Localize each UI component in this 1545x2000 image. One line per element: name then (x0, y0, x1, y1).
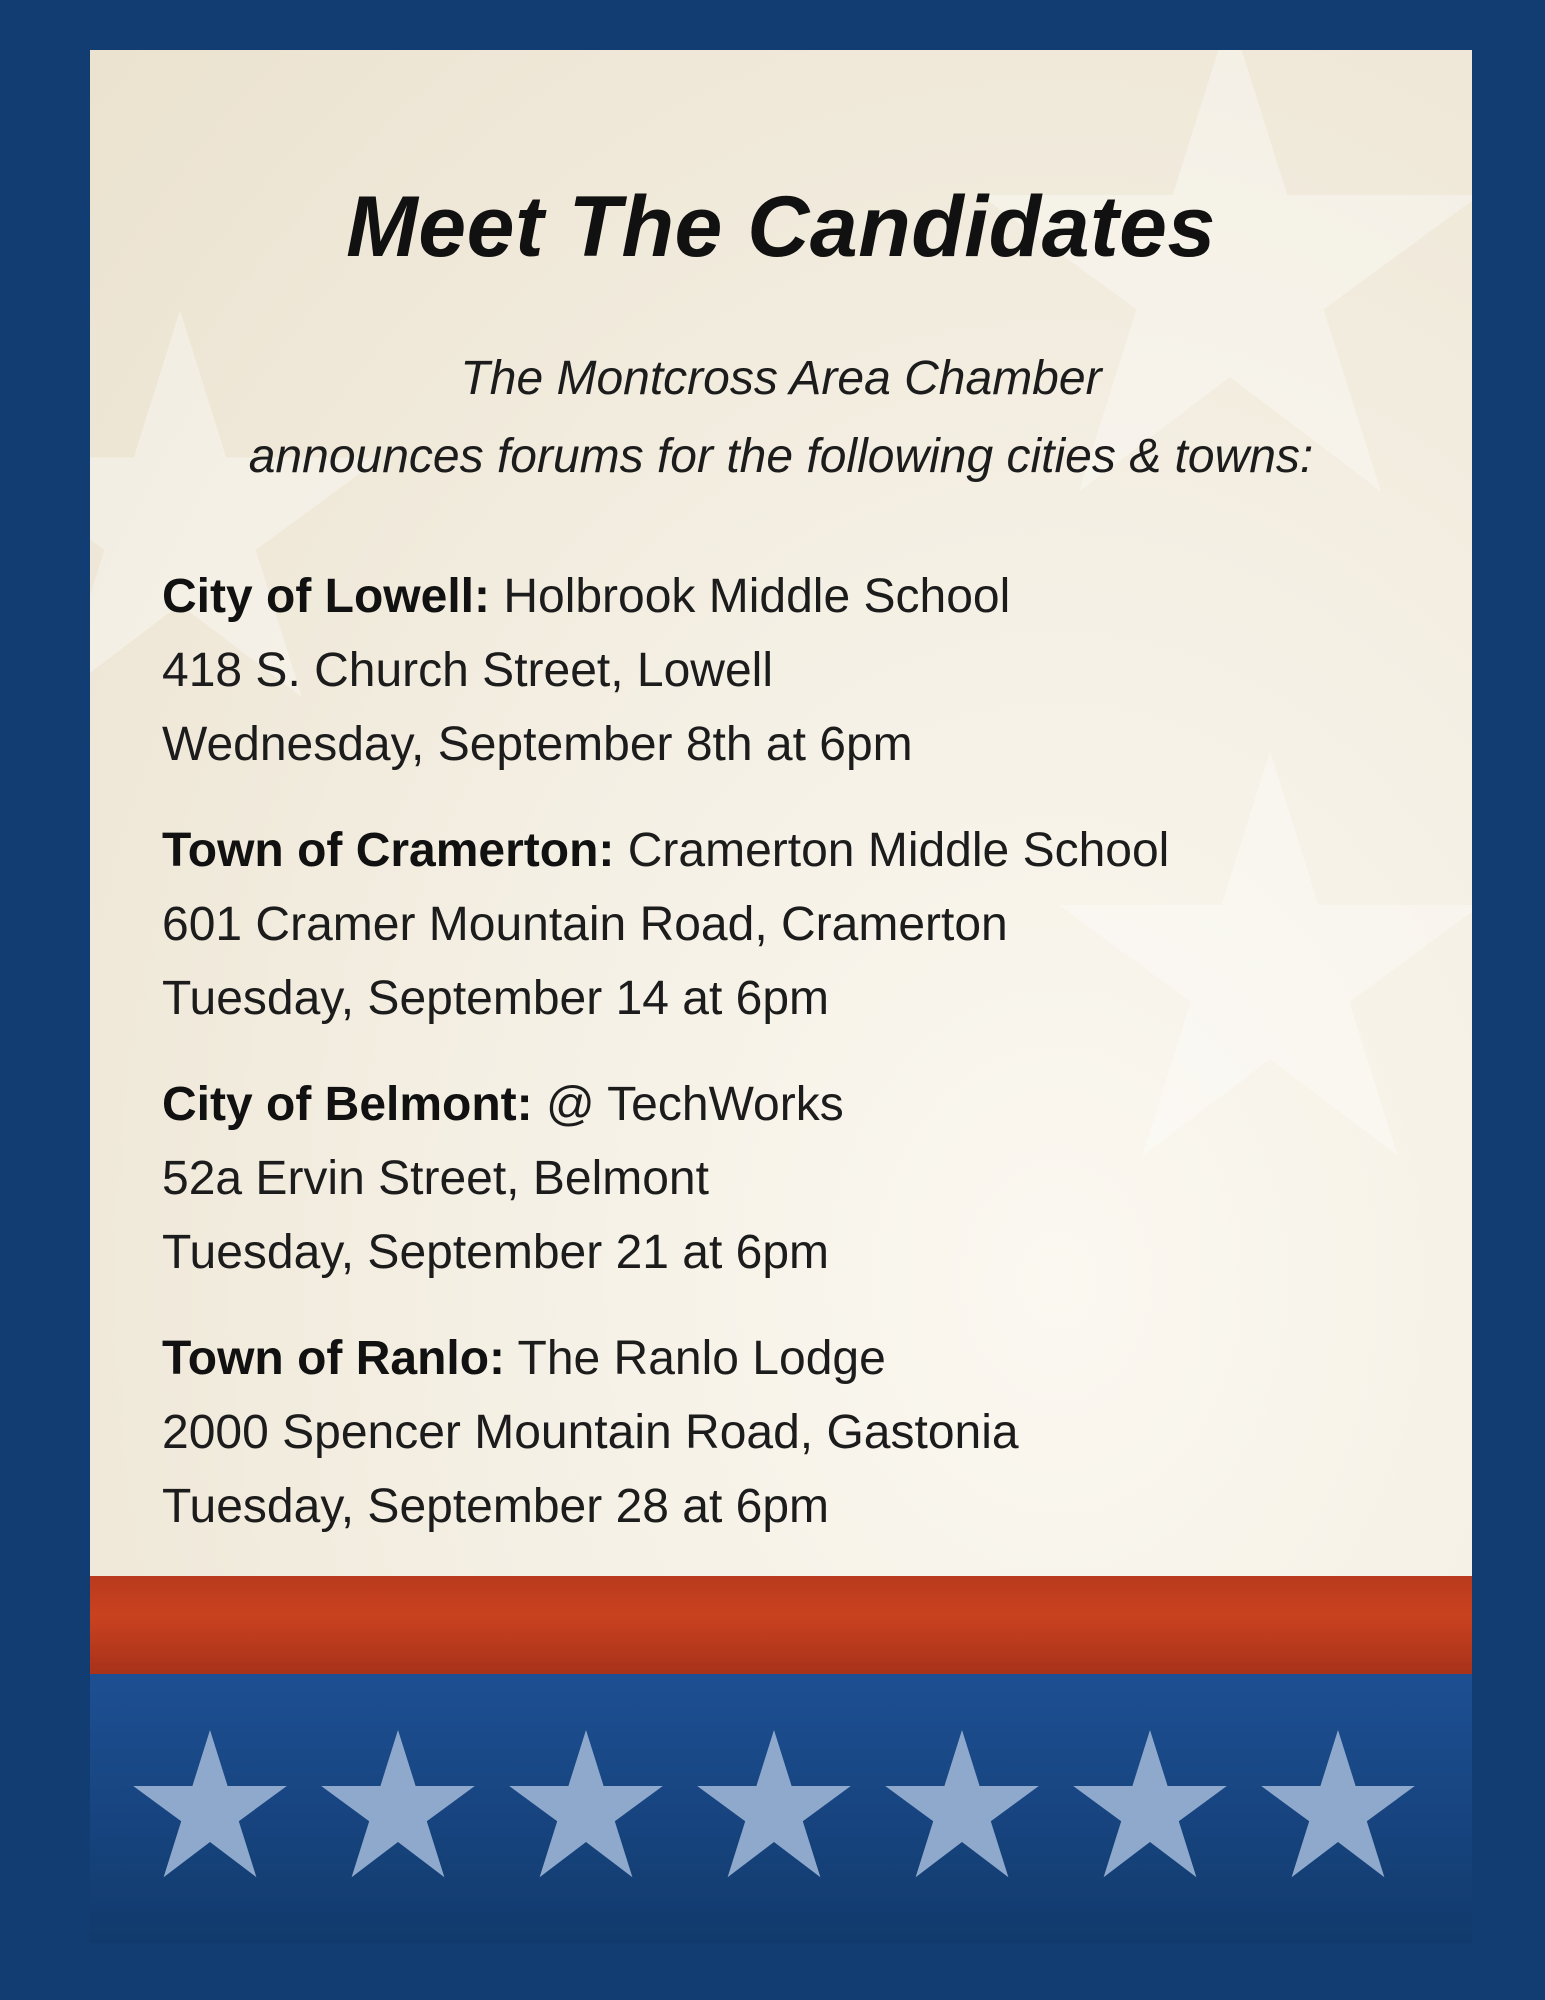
forum-datetime: Tuesday, September 28 at 6pm (162, 1480, 830, 1533)
stars-row (90, 1730, 1472, 1910)
forum-datetime: Tuesday, September 14 at 6pm (162, 972, 830, 1025)
forum-belmont (162, 1068, 1422, 1290)
forum-place: City of Lowell: (162, 570, 490, 623)
red-stripe (90, 1576, 1472, 1674)
forum-cramerton (162, 814, 1422, 1036)
star-icon (506, 1730, 666, 1882)
subtitle-line-2: announces forums for the following cities & towns: (248, 430, 1314, 483)
forum-address: 418 S. Church Street, Lowell (162, 644, 773, 697)
forum-datetime: Wednesday, September 8th at 6pm (162, 718, 913, 771)
star-icon (1258, 1730, 1418, 1882)
forum-heading (162, 1068, 1422, 1142)
forum-heading (162, 814, 1422, 888)
forum-address: 52a Ervin Street, Belmont (162, 1152, 709, 1205)
subtitle-line-1: The Montcross Area Chamber (460, 352, 1102, 405)
star-icon (318, 1730, 478, 1882)
forum-venue: The Ranlo Lodge (517, 1332, 886, 1385)
poster-subtitle (90, 340, 1472, 496)
forum-place: City of Belmont: (162, 1078, 533, 1131)
star-icon (882, 1730, 1042, 1882)
forum-ranlo (162, 1322, 1422, 1544)
forum-place: Town of Ranlo: (162, 1332, 506, 1385)
forum-heading (162, 560, 1422, 634)
forum-heading (162, 1322, 1422, 1396)
forum-address: 601 Cramer Mountain Road, Cramerton (162, 898, 1008, 951)
forum-venue: Cramerton Middle School (627, 824, 1170, 877)
star-icon (1070, 1730, 1230, 1882)
forum-place: Town of Cramerton: (162, 824, 615, 877)
poster-title: Meet The Candidates (346, 179, 1216, 275)
forum-datetime: Tuesday, September 21 at 6pm (162, 1226, 830, 1279)
forum-venue: @ TechWorks (545, 1078, 844, 1131)
star-icon (694, 1730, 854, 1882)
forum-lowell (162, 560, 1422, 782)
forum-address: 2000 Spencer Mountain Road, Gastonia (162, 1406, 1019, 1459)
forum-venue: Holbrook Middle School (503, 570, 1011, 623)
star-icon (130, 1730, 290, 1882)
poster (90, 50, 1472, 1943)
